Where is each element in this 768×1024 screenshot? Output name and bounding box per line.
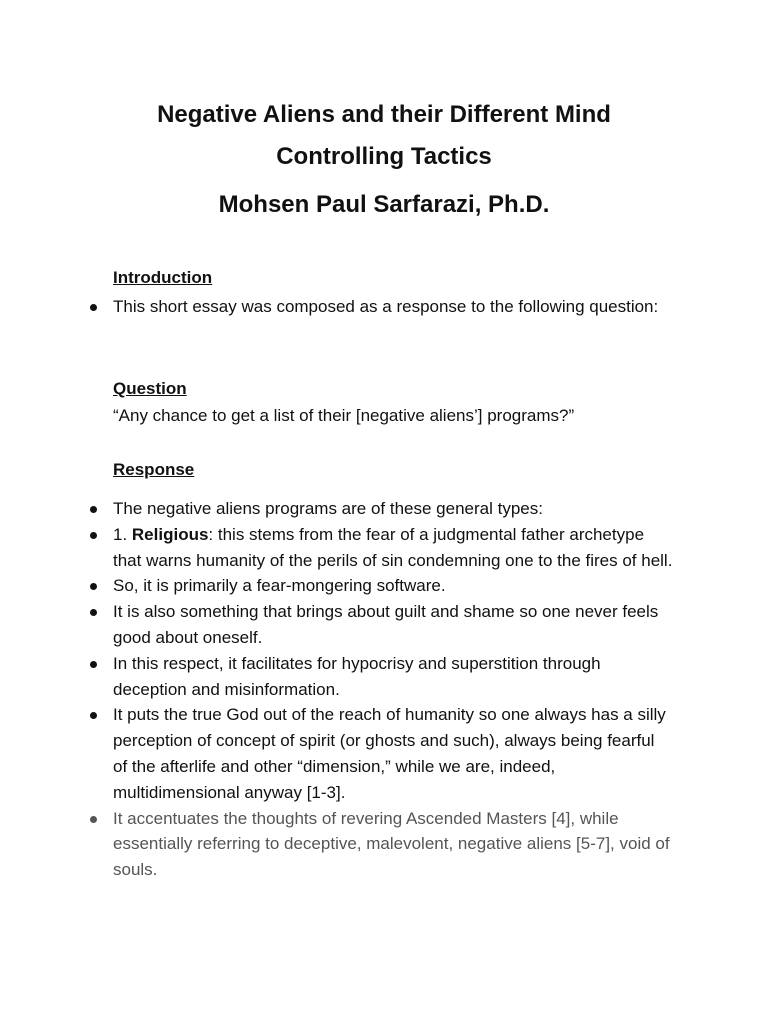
title-line-1: Negative Aliens and their Different Mind — [157, 101, 611, 128]
bullet-icon — [90, 661, 97, 668]
list-item — [0, 522, 673, 574]
question-heading: Question — [113, 379, 187, 398]
list-item — [0, 599, 673, 651]
title-line-2: Controlling Tactics — [276, 143, 492, 170]
bullet-icon — [90, 304, 97, 311]
list-item — [0, 496, 673, 522]
list-item — [0, 702, 673, 805]
list-item — [0, 806, 673, 883]
response-bullet-text: It puts the true God out of the reach of humanity so one always has a silly perception of concept of spirit (or ghosts and such), always being fearful of the afterlife and other “dimension,” while we are, indeed, multidimensional anyway [1-3]. — [113, 705, 666, 802]
response-bullet-text: In this respect, it facilitates for hypocrisy and superstition through deception and misinformation. — [113, 653, 601, 699]
question-text: “Any chance to get a list of their [negative aliens’] programs?” — [113, 406, 575, 425]
response-bullet-text: It is also something that brings about guilt and shame so one never feels good about oneself. — [113, 602, 659, 647]
author-name: Mohsen Paul Sarfarazi, Ph.D. — [218, 191, 550, 218]
bullet-icon — [90, 532, 97, 539]
list-item — [0, 651, 673, 703]
document-title — [100, 94, 668, 178]
religious-term: Religious — [131, 524, 209, 544]
list-item — [0, 294, 673, 320]
response-bullet-text: So, it is primarily a fear-mongering software. — [113, 576, 446, 596]
bullet-icon — [90, 816, 97, 823]
response-bullet-text: The negative aliens programs are of these general types: — [113, 499, 543, 518]
bullet-icon — [90, 609, 97, 616]
bullet-icon — [90, 506, 97, 513]
response-heading: Response — [113, 460, 195, 479]
response-bullet-text: It accentuates the thoughts of revering Ascended Masters [4], while essentially referring to deceptive, malevolent, negative aliens [5-7], void of souls. — [113, 808, 670, 880]
bullet-icon — [90, 712, 97, 719]
bullet-icon — [90, 583, 97, 590]
introduction-heading: Introduction — [113, 268, 213, 287]
introduction-list — [0, 294, 768, 320]
response-bullet-text: : this stems from the fear of a judgmental father archetype that warns humanity of the perils of sin condemning one to the fires of hell. — [113, 524, 673, 570]
introduction-bullet-text: This short essay was composed as a response to the following question: — [113, 297, 659, 316]
response-bullet-number: 1. — [113, 524, 132, 544]
response-list — [0, 496, 768, 883]
list-item — [0, 573, 673, 599]
